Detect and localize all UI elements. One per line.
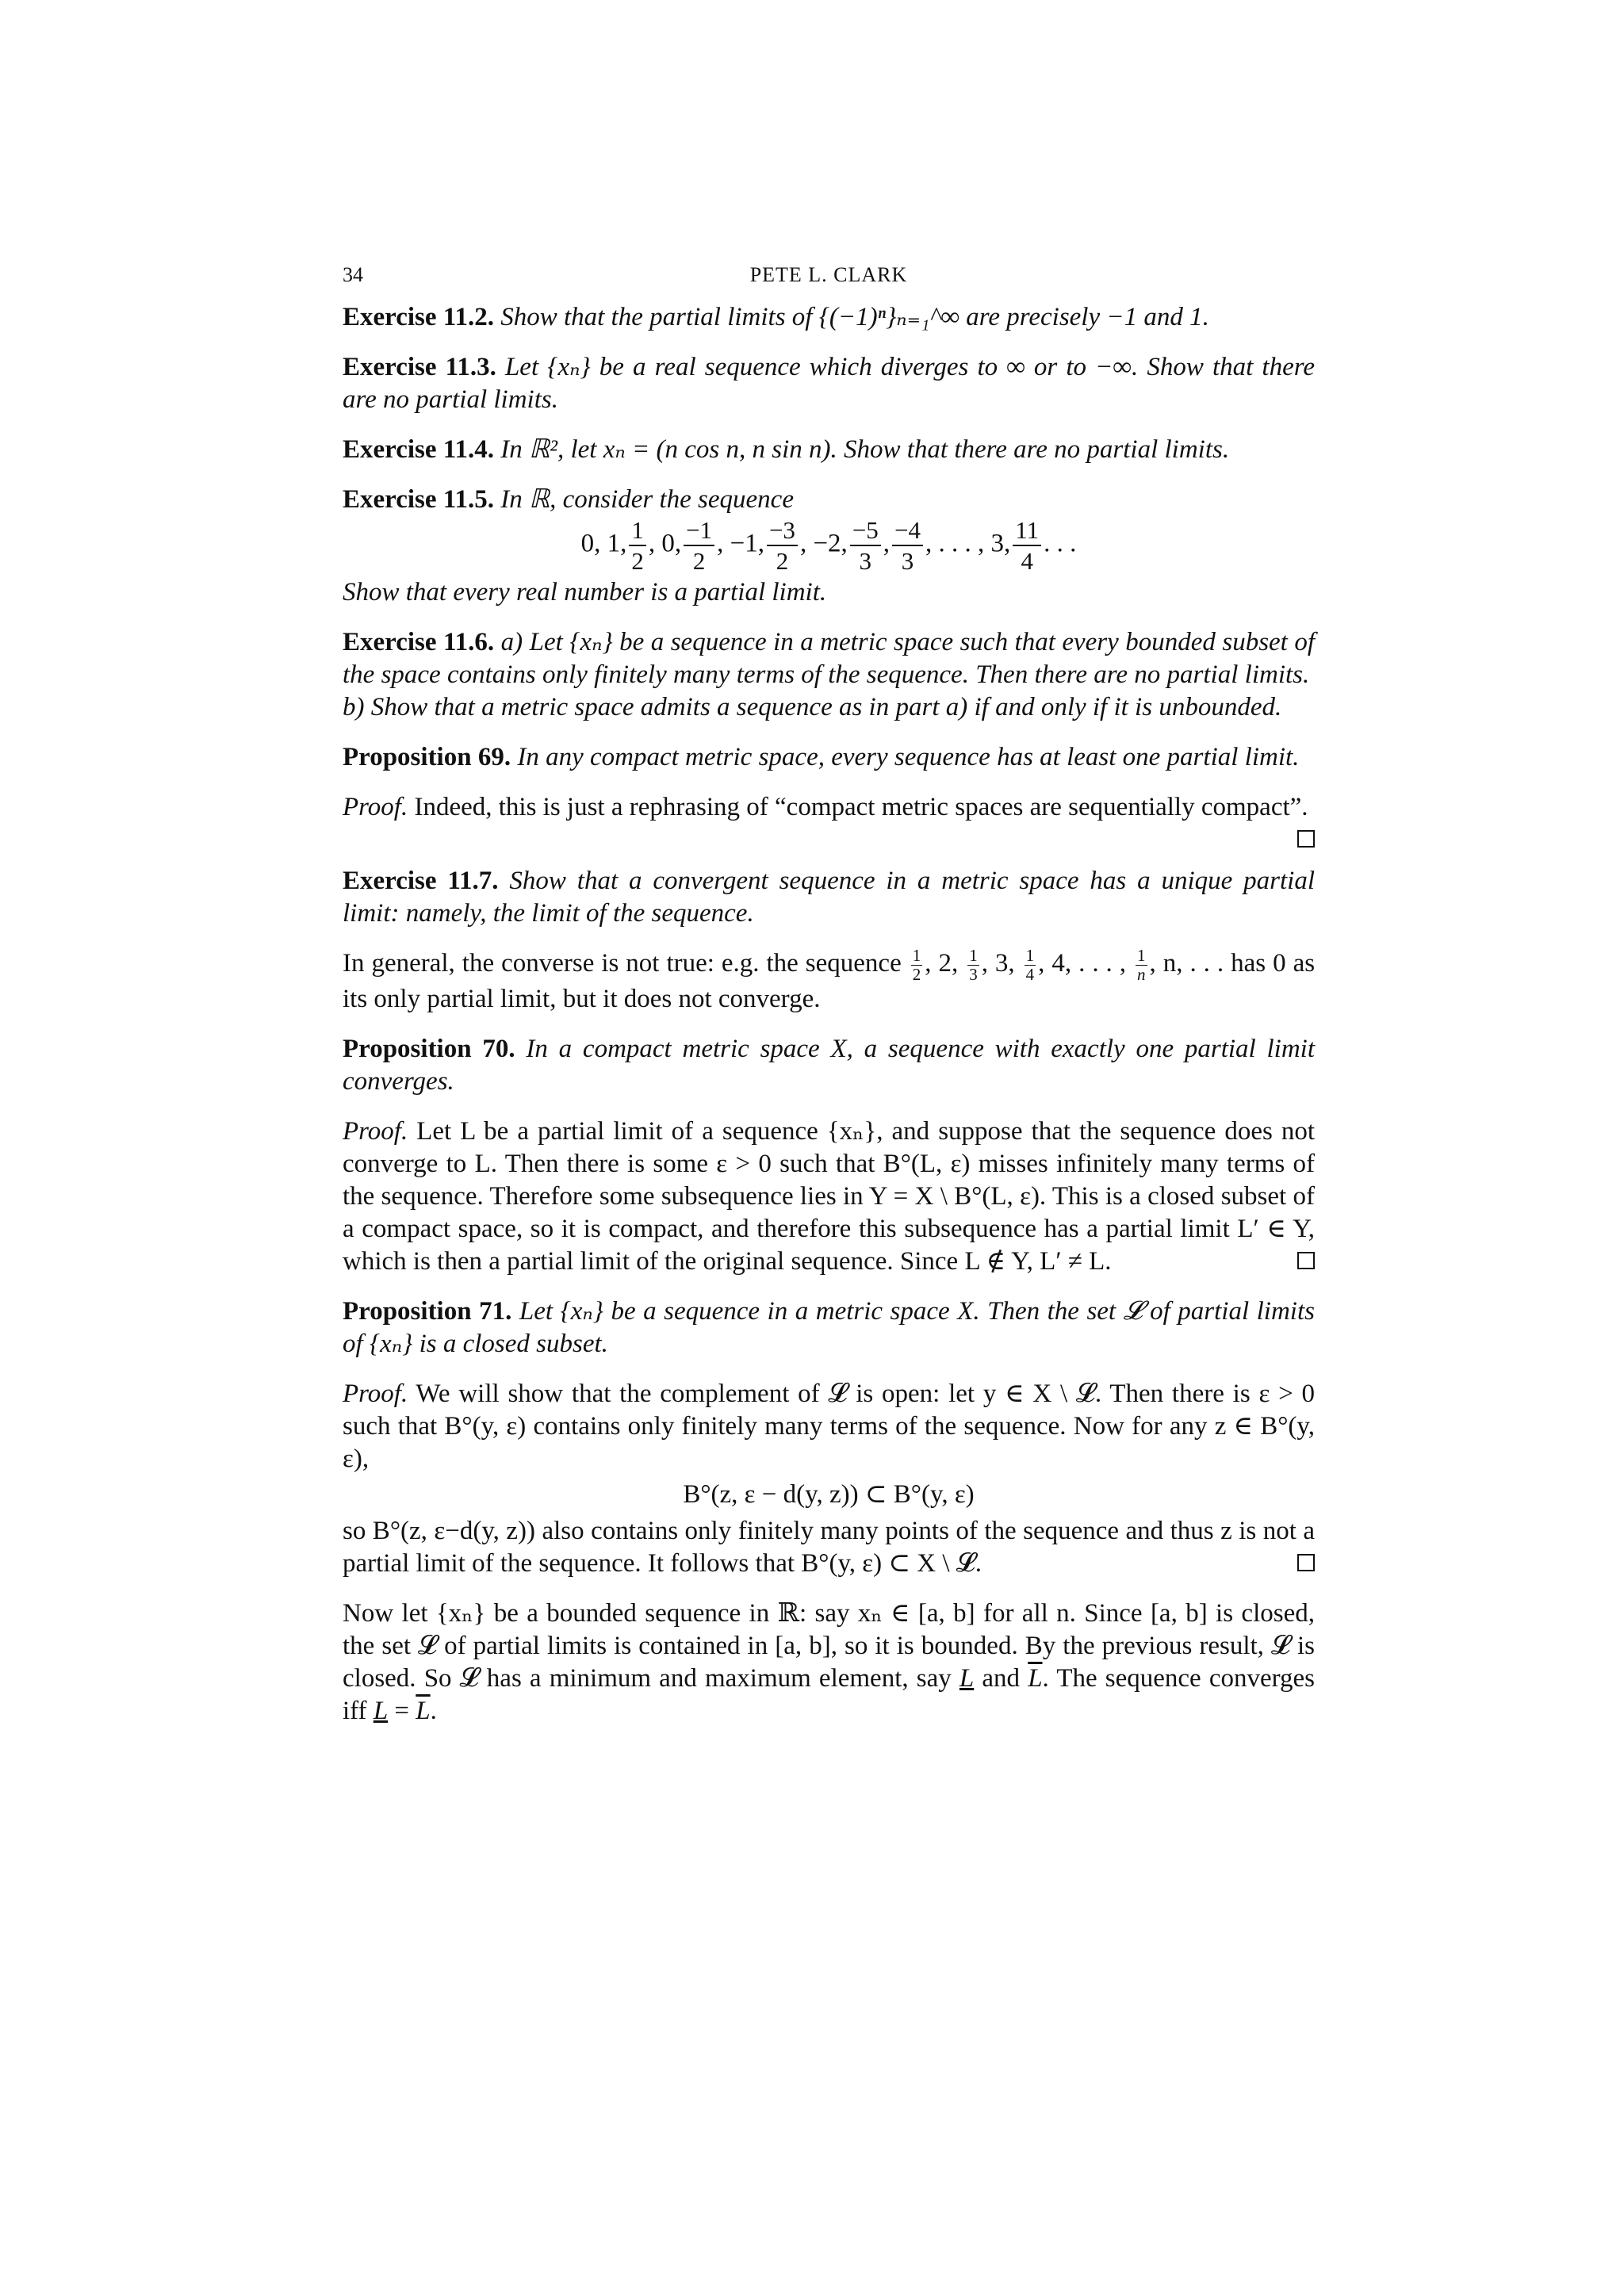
inclusion-display: B°(z, ε − d(y, z)) ⊂ B°(y, ε) xyxy=(683,1480,975,1509)
proposition-71 xyxy=(343,1295,1315,1360)
exercise-label: Exercise 11.2. xyxy=(343,303,494,331)
numerator: 1 xyxy=(969,946,978,965)
exercise-text: Let {xₙ} be a real sequence which diverges to ∞ or to −∞. Show that there are no partial limits. xyxy=(343,353,1315,414)
proposition-text: In any compact metric space, every sequence has at least one partial limit. xyxy=(517,743,1300,771)
proposition-label: Proposition 70. xyxy=(343,1035,515,1063)
proposition-text: Let {xₙ} be a sequence in a metric space X. Then the set 𝓛 of partial limits of {xₙ} is a closed subset. xyxy=(343,1297,1315,1358)
proof-70 xyxy=(343,1115,1315,1278)
remark-text: , 4, . . . , xyxy=(1038,949,1127,978)
numerator: −1 xyxy=(684,518,714,546)
qed-square-icon xyxy=(1297,1252,1315,1269)
exercise-11-4 xyxy=(343,434,1315,466)
denominator: 3 xyxy=(969,965,978,984)
exercise-label: Exercise 11.6. xyxy=(343,628,495,656)
fraction xyxy=(850,518,881,573)
numerator: 1 xyxy=(912,946,921,965)
fraction xyxy=(767,518,798,573)
numerator: 11 xyxy=(1013,518,1041,546)
proof-label: Proof. xyxy=(343,793,408,821)
exercise-11-2 xyxy=(343,301,1315,334)
numerator: −3 xyxy=(767,518,798,546)
exercise-text: Show that the partial limits of {(−1)ⁿ}ₙ₌₁^∞ are precisely −1 and 1. xyxy=(500,303,1209,331)
denominator: 4 xyxy=(1021,547,1033,575)
seq-text: , xyxy=(883,529,891,558)
denominator: n xyxy=(1137,965,1146,984)
exercise-intro: In ℝ, consider the sequence xyxy=(500,485,794,514)
exercise-conclusion: Show that every real number is a partial limit. xyxy=(343,578,827,607)
page xyxy=(343,252,1315,1745)
denominator: 2 xyxy=(912,965,921,984)
seq-text: . . . xyxy=(1044,529,1077,558)
numerator: −4 xyxy=(892,518,923,546)
proof-text: Indeed, this is just a rephrasing of “compact metric spaces are sequentially compact”. xyxy=(414,793,1308,821)
seq-text: 0, 1, xyxy=(580,529,627,558)
final-paragraph xyxy=(343,1598,1315,1728)
denominator: 2 xyxy=(692,547,706,575)
numerator: 1 xyxy=(629,518,646,546)
exercise-text: Show that a convergent sequence in a metric space has a unique partial limit: namely, the limit of the sequence. xyxy=(343,867,1315,928)
numerator: 1 xyxy=(1137,946,1146,965)
paragraph-text: . xyxy=(430,1697,437,1725)
lower-limit-symbol: L xyxy=(959,1664,975,1693)
remark-converse xyxy=(343,947,1315,1016)
seq-text: , −2, xyxy=(799,529,848,558)
paragraph-text: Now let {xₙ} be a bounded sequence in ℝ: say xₙ ∈ [a, b] for all n. Since [a, b] is closed, the set 𝓛 of partial limits is contained in [a, b], so it is bounded. By the previous result, 𝓛 is closed. So 𝓛 has a minimum and maximum element, say xyxy=(343,1599,1315,1693)
seq-text: , −1, xyxy=(717,529,764,558)
exercise-11-5 xyxy=(343,484,1315,609)
proof-text: We will show that the complement of 𝓛 is open: let y ∈ X \ 𝓛. Then there is ε > 0 such that B°(y, ε) contains only finitely many terms of the sequence. Now for any z ∈ B°(y, ε), xyxy=(343,1380,1315,1473)
proof-text: Let L be a partial limit of a sequence {xₙ}, and suppose that the sequence does not converge to L. Then there is some ε > 0 such that B°(L, ε) misses infinitely many terms of the sequence. Therefore some subsequence lies in Y = X \ B°(L, ε). This is a closed subset of a compact space, so it is compact, and therefore this subsequence has a partial limit L′ ∈ Y, which is then a partial limit of the original sequence. Since L ∉ Y, L′ ≠ L. xyxy=(343,1117,1316,1276)
proposition-text: In a compact metric space X, a sequence with exactly one partial limit converges. xyxy=(343,1035,1315,1096)
exercise-label: Exercise 11.7. xyxy=(343,867,499,895)
fraction xyxy=(892,518,923,573)
proof-label: Proof. xyxy=(343,1117,408,1146)
remark-text: In general, the converse is not true: e.g. the sequence xyxy=(343,949,902,978)
small-fraction xyxy=(1025,947,1036,983)
equals-sign: = xyxy=(394,1697,410,1725)
proposition-70 xyxy=(343,1033,1315,1098)
proposition-69 xyxy=(343,741,1315,774)
exercise-label: Exercise 11.3. xyxy=(343,353,496,381)
exercise-11-7 xyxy=(343,865,1315,930)
remark-text: , 2, xyxy=(925,949,959,978)
paragraph-text: . The sequence converges iff xyxy=(343,1664,1316,1725)
exercise-part-a: a) Let {xₙ} be a sequence in a metric space such that every bounded subset of the space contains only finitely many terms of the sequence. Then there are no partial limits. xyxy=(343,628,1315,689)
proof-text: so B°(z, ε−d(y, z)) also contains only finitely many points of the sequence and thus z is not a partial limit of the sequence. It follows that B°(y, ε) ⊂ X \ 𝓛. xyxy=(343,1517,1315,1578)
fraction xyxy=(1013,518,1041,573)
upper-limit-symbol: $\overline{L}$ xyxy=(416,1697,431,1725)
fraction xyxy=(684,518,714,573)
sequence-display xyxy=(343,518,1315,573)
seq-text: , . . . , 3, xyxy=(925,529,1011,558)
denominator: 2 xyxy=(631,547,644,575)
paragraph-text: and xyxy=(982,1664,1021,1693)
numerator: −5 xyxy=(850,518,881,546)
proof-71 xyxy=(343,1378,1315,1580)
exercise-11-3 xyxy=(343,351,1315,416)
proposition-label: Proposition 69. xyxy=(343,743,511,771)
running-title: PETE L. CLARK xyxy=(749,263,908,286)
denominator: 3 xyxy=(901,547,914,575)
page-number: 34 xyxy=(343,263,363,286)
denominator: 4 xyxy=(1025,965,1035,984)
proposition-label: Proposition 71. xyxy=(343,1297,512,1326)
qed-square-icon xyxy=(1297,1554,1315,1571)
denominator: 3 xyxy=(859,547,872,575)
remark-text: , 3, xyxy=(981,949,1015,978)
exercise-label: Exercise 11.5. xyxy=(343,485,494,514)
proof-label: Proof. xyxy=(343,1380,408,1408)
upper-limit-symbol: $\overline{L}$ xyxy=(1028,1664,1043,1693)
exercise-label: Exercise 11.4. xyxy=(343,435,494,464)
exercise-11-6 xyxy=(343,626,1315,724)
small-fraction xyxy=(1136,947,1147,983)
lower-limit-symbol: L xyxy=(373,1697,389,1725)
seq-text: , 0, xyxy=(648,529,682,558)
exercise-text: In ℝ², let xₙ = (n cos n, n sin n). Show that there are no partial limits. xyxy=(500,435,1230,464)
denominator: 2 xyxy=(776,547,789,575)
numerator: 1 xyxy=(1025,946,1035,965)
remark-text: , n, . . . has 0 as its only partial limit, but it does not converge. xyxy=(343,949,1316,1013)
fraction xyxy=(629,518,646,573)
qed-square-icon xyxy=(1297,830,1315,848)
exercise-part-b: b) Show that a metric space admits a sequence as in part a) if and only if it is unbounded. xyxy=(343,693,1282,721)
small-fraction xyxy=(911,947,923,983)
proof-69 xyxy=(343,791,1315,848)
small-fraction xyxy=(967,947,979,983)
page-header xyxy=(343,252,1315,287)
